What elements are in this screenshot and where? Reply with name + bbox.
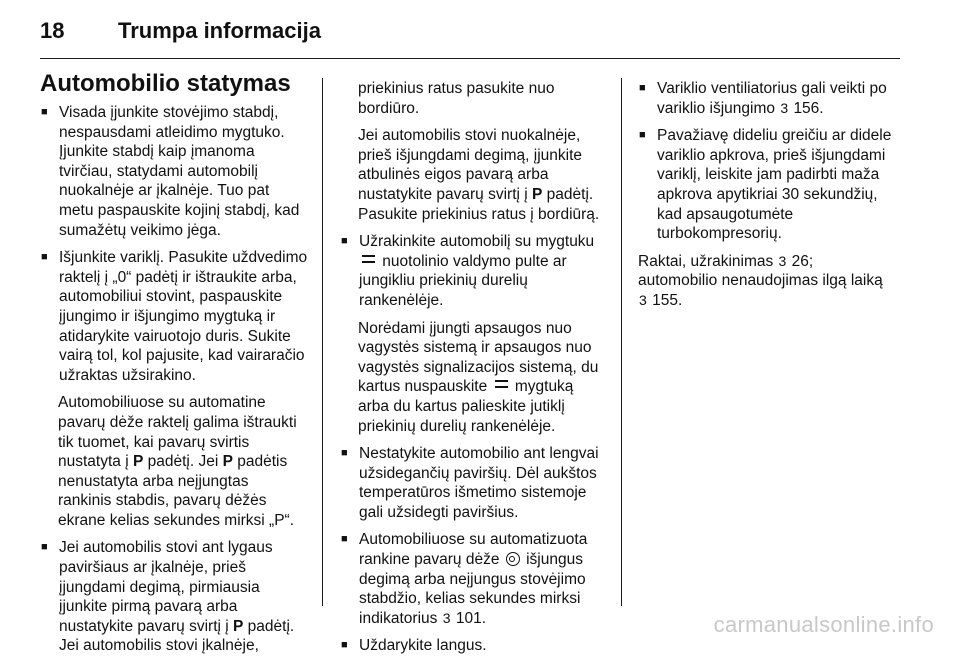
watermark: carmanualsonline.info	[713, 612, 934, 637]
bullet-icon: ■	[41, 251, 48, 264]
column-3	[638, 79, 900, 311]
list-item-text: Uždarykite langus.	[359, 637, 487, 655]
page-reference[interactable]: 101.	[455, 609, 486, 627]
list-item-text: Pavažiavę dideliu greičiu ar didele variklio apkrova, prieš išjungdami variklį, leiskite jam padirbti maža apkrova apytikriai 30 sekundžių, kad apsaugotumėte turbokompresorių.	[657, 127, 892, 243]
list-item-text: Išjunkite variklį. Pasukite uždvedimo raktelį į „0“ padėtį ir ištraukite arba, automobiliui stovint, paspauskite įjungimo ir išjungimo mygtuką ir atidarykite vairuotojo duris. Sukite vairą tol, kol pajusite, kad vairaračio užraktas užsirakino.	[59, 249, 308, 384]
list-item	[340, 232, 605, 310]
list-item	[340, 636, 605, 656]
list-item-text: Variklio ventiliatorius gali veikti po variklio išjungimo 3 156.	[657, 80, 887, 117]
list-item-text: Automobiliuose su automatizuota rankine pavarų dėže išjungus degimą arba neįjungus stovėjimo stabdžio, kelias sekundes mirksi indikatorius 3 101.	[359, 531, 588, 627]
page-title: Trumpa informacija	[118, 18, 321, 43]
page-number: 18	[40, 18, 65, 43]
page-header	[0, 0, 960, 56]
paragraph: Norėdami įjungti apsaugos nuo vagystės sistemą ir apsaugos nuo vagystės signalizacijos sistemą, du kartus nuspauskite mygtuką arba du kartus palieskite jutiklį priekinių durelių rankenėlėje.	[358, 319, 599, 435]
lock-button-icon	[495, 380, 508, 388]
list-item-text: Užrakinkite automobilį su mygtuku nuotolinio valdymo pulte ar jungikliu priekinių durelių rankenėlėje.	[359, 233, 595, 309]
bullet-icon: ■	[341, 639, 348, 652]
page-reference-icon: 3	[442, 609, 451, 626]
list-item	[340, 530, 605, 628]
column-divider-1	[322, 78, 323, 606]
page-reference-icon: 3	[778, 252, 787, 269]
list-item	[40, 103, 308, 240]
bullet-icon: ■	[639, 129, 646, 142]
bullet-icon: ■	[341, 533, 348, 546]
list-item-text: Jei automobilis stovi ant lygaus paviršiaus ar įkalnėje, prieš įjungdami degimą, pirmiausia įjunkite pirmą pavarą arba nustatykite pavarų svirtį į P padėtį. Jei automobilis stovi įkalnėje,	[59, 539, 295, 655]
paragraph: priekinius ratus pasukite nuo bordiūro.	[358, 80, 555, 117]
paragraph: Jei automobilis stovi nuokalnėje, prieš išjungdami degimą, įjunkite atbulinės eigos pavarą arba nustatykite pavarų svirtį į P padėtį. Pasukite priekinius ratus į bordiūrą.	[358, 127, 600, 223]
list-item-text: Visada įjunkite stovėjimo stabdį, nespausdami atleidimo mygtuko. Įjunkite stabdį kaip įmanoma tvirčiau, statydami automobilį nuokalnėje ar įkalnėje. Tuo pat metu paspauskite kojinį stabdį, kad sumažėtų veikimo jėga.	[59, 104, 300, 239]
header-rule	[40, 58, 900, 59]
bullet-icon: ■	[639, 82, 646, 94]
column-divider-2	[621, 78, 622, 606]
section-title: Automobilio statymas	[40, 70, 291, 97]
bullet-icon: ■	[341, 235, 348, 248]
bullet-icon: ■	[341, 447, 348, 460]
column-1	[40, 70, 308, 664]
page-reference[interactable]: 26;	[791, 252, 814, 270]
list-item	[40, 538, 308, 656]
list-item	[340, 444, 605, 522]
cross-reference: Raktai, užrakinimas 3 26;	[638, 252, 814, 270]
bullet-icon: ■	[41, 541, 48, 554]
list-item	[638, 79, 900, 118]
paragraph: Automobiliuose su automatine pavarų dėže raktelį galima ištraukti tik tuomet, kai pavarų svirtis nustatyta į P padėtį. Jei P padėtis nenustatyta arba neįjungtas rankinis stabdis, pavarų dėžės ekrane kelias sekundes mirksi „P“.	[58, 394, 297, 529]
bullet-icon: ■	[41, 106, 48, 118]
list-item-text: Nestatykite automobilio ant lengvai užsidegančių paviršių. Dėl aukštos temperatūros išmetimo sistemoje gali užsidegti paviršius.	[359, 445, 599, 521]
automatic-mode-icon	[506, 552, 520, 566]
lock-button-icon	[362, 255, 375, 263]
column-2	[340, 79, 605, 664]
page-reference-icon: 3	[780, 99, 789, 116]
page-reference[interactable]: 155.	[652, 291, 683, 309]
cross-reference: automobilio nenaudojimas ilgą laiką 3 155.	[638, 272, 883, 309]
page-reference-icon: 3	[639, 291, 647, 308]
page-reference[interactable]: 156.	[793, 99, 824, 117]
list-item	[40, 248, 308, 385]
list-item	[638, 126, 900, 244]
